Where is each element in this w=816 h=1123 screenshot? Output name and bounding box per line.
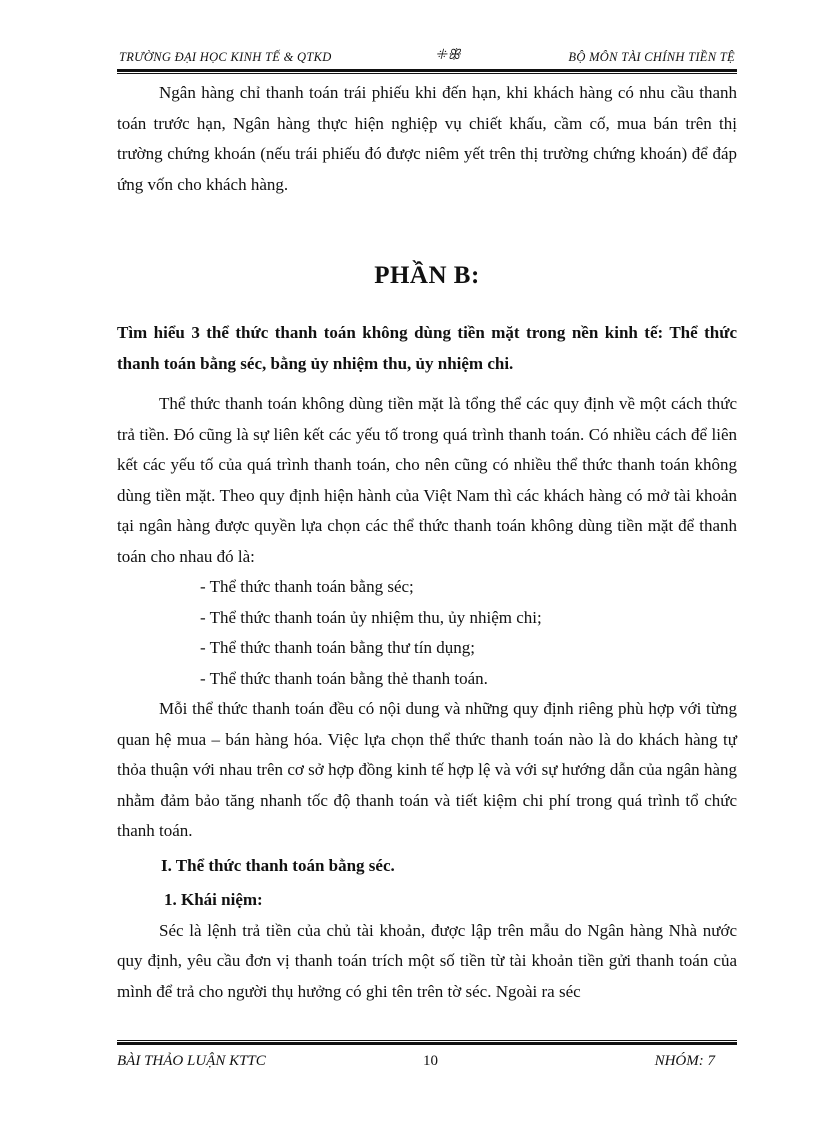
paragraph-1: Thể thức thanh toán không dùng tiền mặt là tổng thể các quy định về một cách thức trả tiền. Đó cũng là sự liên kết các yếu tố trong quá trình thanh toán. Có nhiều cách để liên kết các yếu tố của quá trình thanh toán, cho nên cũng có nhiều thể thức thanh toán không dùng tiền mặt. Theo quy định hiện hành của Việt Nam thì các khách hàng có mở tài khoản tại ngân hàng được quyền lựa chọn các thể thức thanh toán không dùng tiền mặt để thanh toán cho nhau đó là: bbox=[117, 394, 737, 566]
list-item: - Thể thức thanh toán ủy nhiệm thu, ủy nhiệm chi; bbox=[200, 607, 542, 627]
heading-section-i: I. Thể thức thanh toán bằng séc. bbox=[161, 855, 395, 875]
header-department-name: BỘ MÔN TÀI CHÍNH TIỀN TỆ bbox=[568, 50, 735, 64]
heading-subsection-1: 1. Khái niệm: bbox=[164, 890, 263, 909]
page-header bbox=[117, 46, 737, 70]
header-school-name: TRƯỜNG ĐẠI HỌC KINH TẾ & QTKD bbox=[119, 50, 332, 64]
header-ornament-icon: ꔰꕥ bbox=[435, 48, 461, 63]
header-rule bbox=[117, 69, 737, 74]
part-title: PHẦN B: bbox=[374, 262, 480, 289]
intro-paragraph: Ngân hàng chỉ thanh toán trái phiếu khi đến hạn, khi khách hàng có nhu cầu thanh toán trước hạn, Ngân hàng thực hiện nghiệp vụ chiết khấu, cầm cố, mua bán trên thị trường chứng khoán (nếu trái phiếu đó được niêm yết trên thị trường chứng khoán) để đáp ứng vốn cho khách hàng. bbox=[117, 83, 737, 194]
part-b-body bbox=[117, 318, 737, 1007]
list-item: - Thể thức thanh toán bằng thẻ thanh toán. bbox=[200, 668, 488, 688]
part-subtitle: Tìm hiểu 3 thể thức thanh toán không dùng tiền mặt trong nền kinh tế: Thể thức thanh toán bằng séc, bằng ủy nhiệm thu, ủy nhiệm chi. bbox=[117, 323, 737, 373]
page-footer bbox=[117, 1053, 737, 1077]
paragraph-3: Séc là lệnh trả tiền của chủ tài khoản, được lập trên mẫu do Ngân hàng Nhà nước quy định, yêu cầu đơn vị thanh toán trích một số tiền từ tài khoản tiền gửi thanh toán của mình để trả cho người thụ hưởng có ghi tên trên tờ séc. Ngoài ra séc bbox=[117, 920, 737, 1001]
list-item: - Thể thức thanh toán bằng thư tín dụng; bbox=[200, 638, 475, 657]
paragraph-2: Mỗi thể thức thanh toán đều có nội dung và những quy định riêng phù hợp với từng quan hệ mua – bán hàng hóa. Việc lựa chọn thể thức thanh toán nào là do khách hàng tự thỏa thuận với nhau trên cơ sở hợp đồng kinh tế hợp lệ và với sự hướng dẫn của ngân hàng nhằm đảm bảo tăng nhanh tốc độ thanh toán và tiết kiệm chi phí trong quá trình tổ chức thanh toán. bbox=[117, 699, 737, 840]
page-number: 10 bbox=[423, 1053, 438, 1069]
intro-section bbox=[117, 78, 737, 200]
footer-rule bbox=[117, 1040, 737, 1045]
footer-document-title: BÀI THẢO LUẬN KTTC bbox=[117, 1053, 266, 1069]
footer-group-label: NHÓM: 7 bbox=[654, 1053, 715, 1069]
list-item: - Thể thức thanh toán bằng séc; bbox=[200, 577, 414, 596]
